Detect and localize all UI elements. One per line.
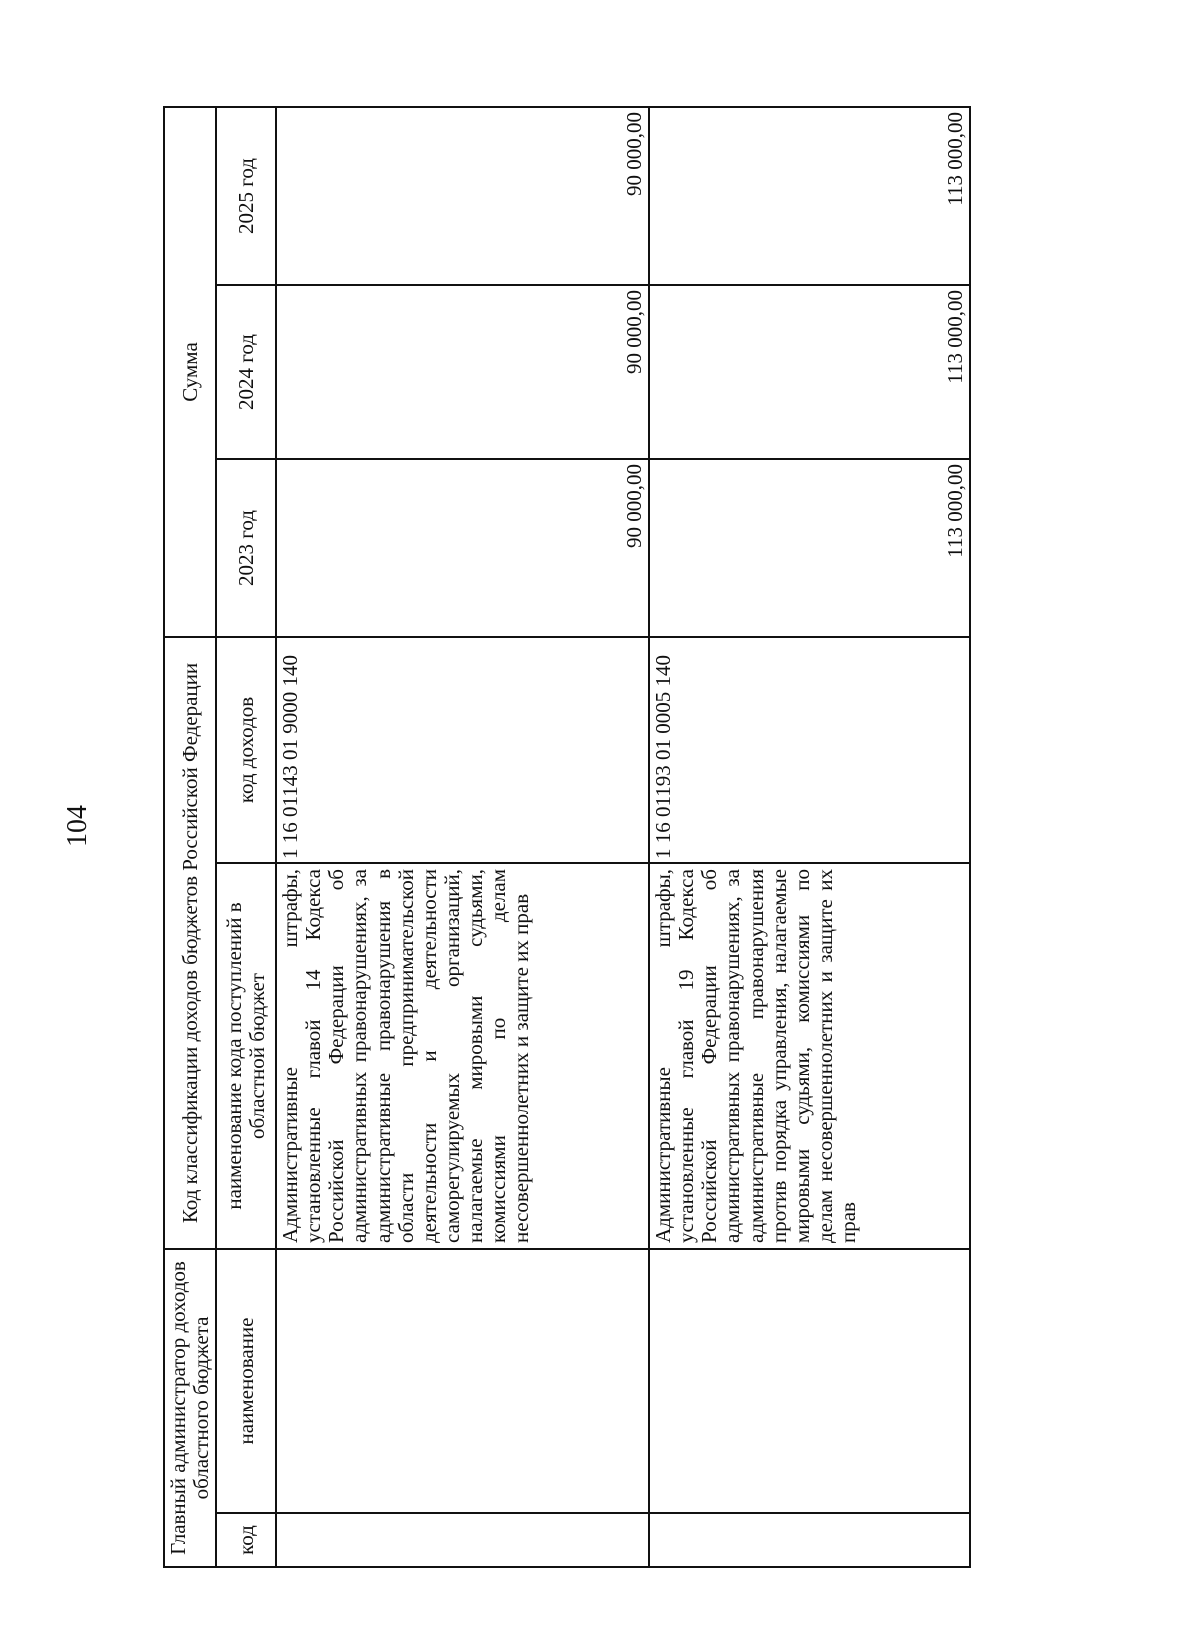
header-row-columns (216, 107, 276, 1567)
cell-sum-2025: 90 000,00 (276, 107, 649, 285)
cell-admin-code (649, 1513, 970, 1567)
cell-sum-2024: 90 000,00 (276, 285, 649, 459)
header-admin-name: наименование (216, 1249, 276, 1513)
header-year-2023: 2023 год (216, 459, 276, 637)
table-header (164, 107, 276, 1567)
cell-admin-name (649, 1249, 970, 1513)
table-row (276, 107, 649, 1567)
cell-revenue-code: 1 16 01143 01 9000 140 (276, 637, 649, 863)
header-year-2024: 2024 год (216, 285, 276, 459)
cell-sum-2023: 113 000,00 (649, 459, 970, 637)
header-row-groups (164, 107, 216, 1567)
cell-sum-2023: 90 000,00 (276, 459, 649, 637)
header-revenue-name: наименование кода поступлений в областной бюджет (216, 863, 276, 1249)
cell-revenue-name: Административные штрафы, установленные главой 19 Кодекса Российской Федерации об административных правонарушениях, за административные правонарушения против порядка управления, налагаемые мировыми судьями, комиссиями по делам несовершеннолетних и защите их прав (649, 863, 970, 1249)
cell-sum-2025: 113 000,00 (649, 107, 970, 285)
cell-admin-name (276, 1249, 649, 1513)
cell-sum-2024: 113 000,00 (649, 285, 970, 459)
header-sum-group: Сумма (164, 107, 216, 637)
table-row (649, 107, 970, 1567)
header-admin-group: Главный администратор доходов областного бюджета (164, 1249, 216, 1567)
revenue-classification-table (163, 106, 971, 1568)
cell-admin-code (276, 1513, 649, 1567)
cell-revenue-code: 1 16 01193 01 0005 140 (649, 637, 970, 863)
header-admin-code: код (216, 1513, 276, 1567)
header-revenue-code: код доходов (216, 637, 276, 863)
header-year-2025: 2025 год (216, 107, 276, 285)
cell-revenue-name: Административные штрафы, установленные главой 14 Кодекса Российской Федерации об административных правонарушениях, за административные правонарушения в области предпринимательской деятельности и деятельности саморегулируемых организаций, налагаемые мировыми судьями, комиссиями по делам несовершеннолетних и защите их прав (276, 863, 649, 1249)
table-body (276, 107, 970, 1567)
header-classification-group: Код классификации доходов бюджетов Российской Федерации (164, 637, 216, 1249)
revenue-table-container (163, 108, 971, 1568)
page-number: 104 (62, 805, 93, 847)
